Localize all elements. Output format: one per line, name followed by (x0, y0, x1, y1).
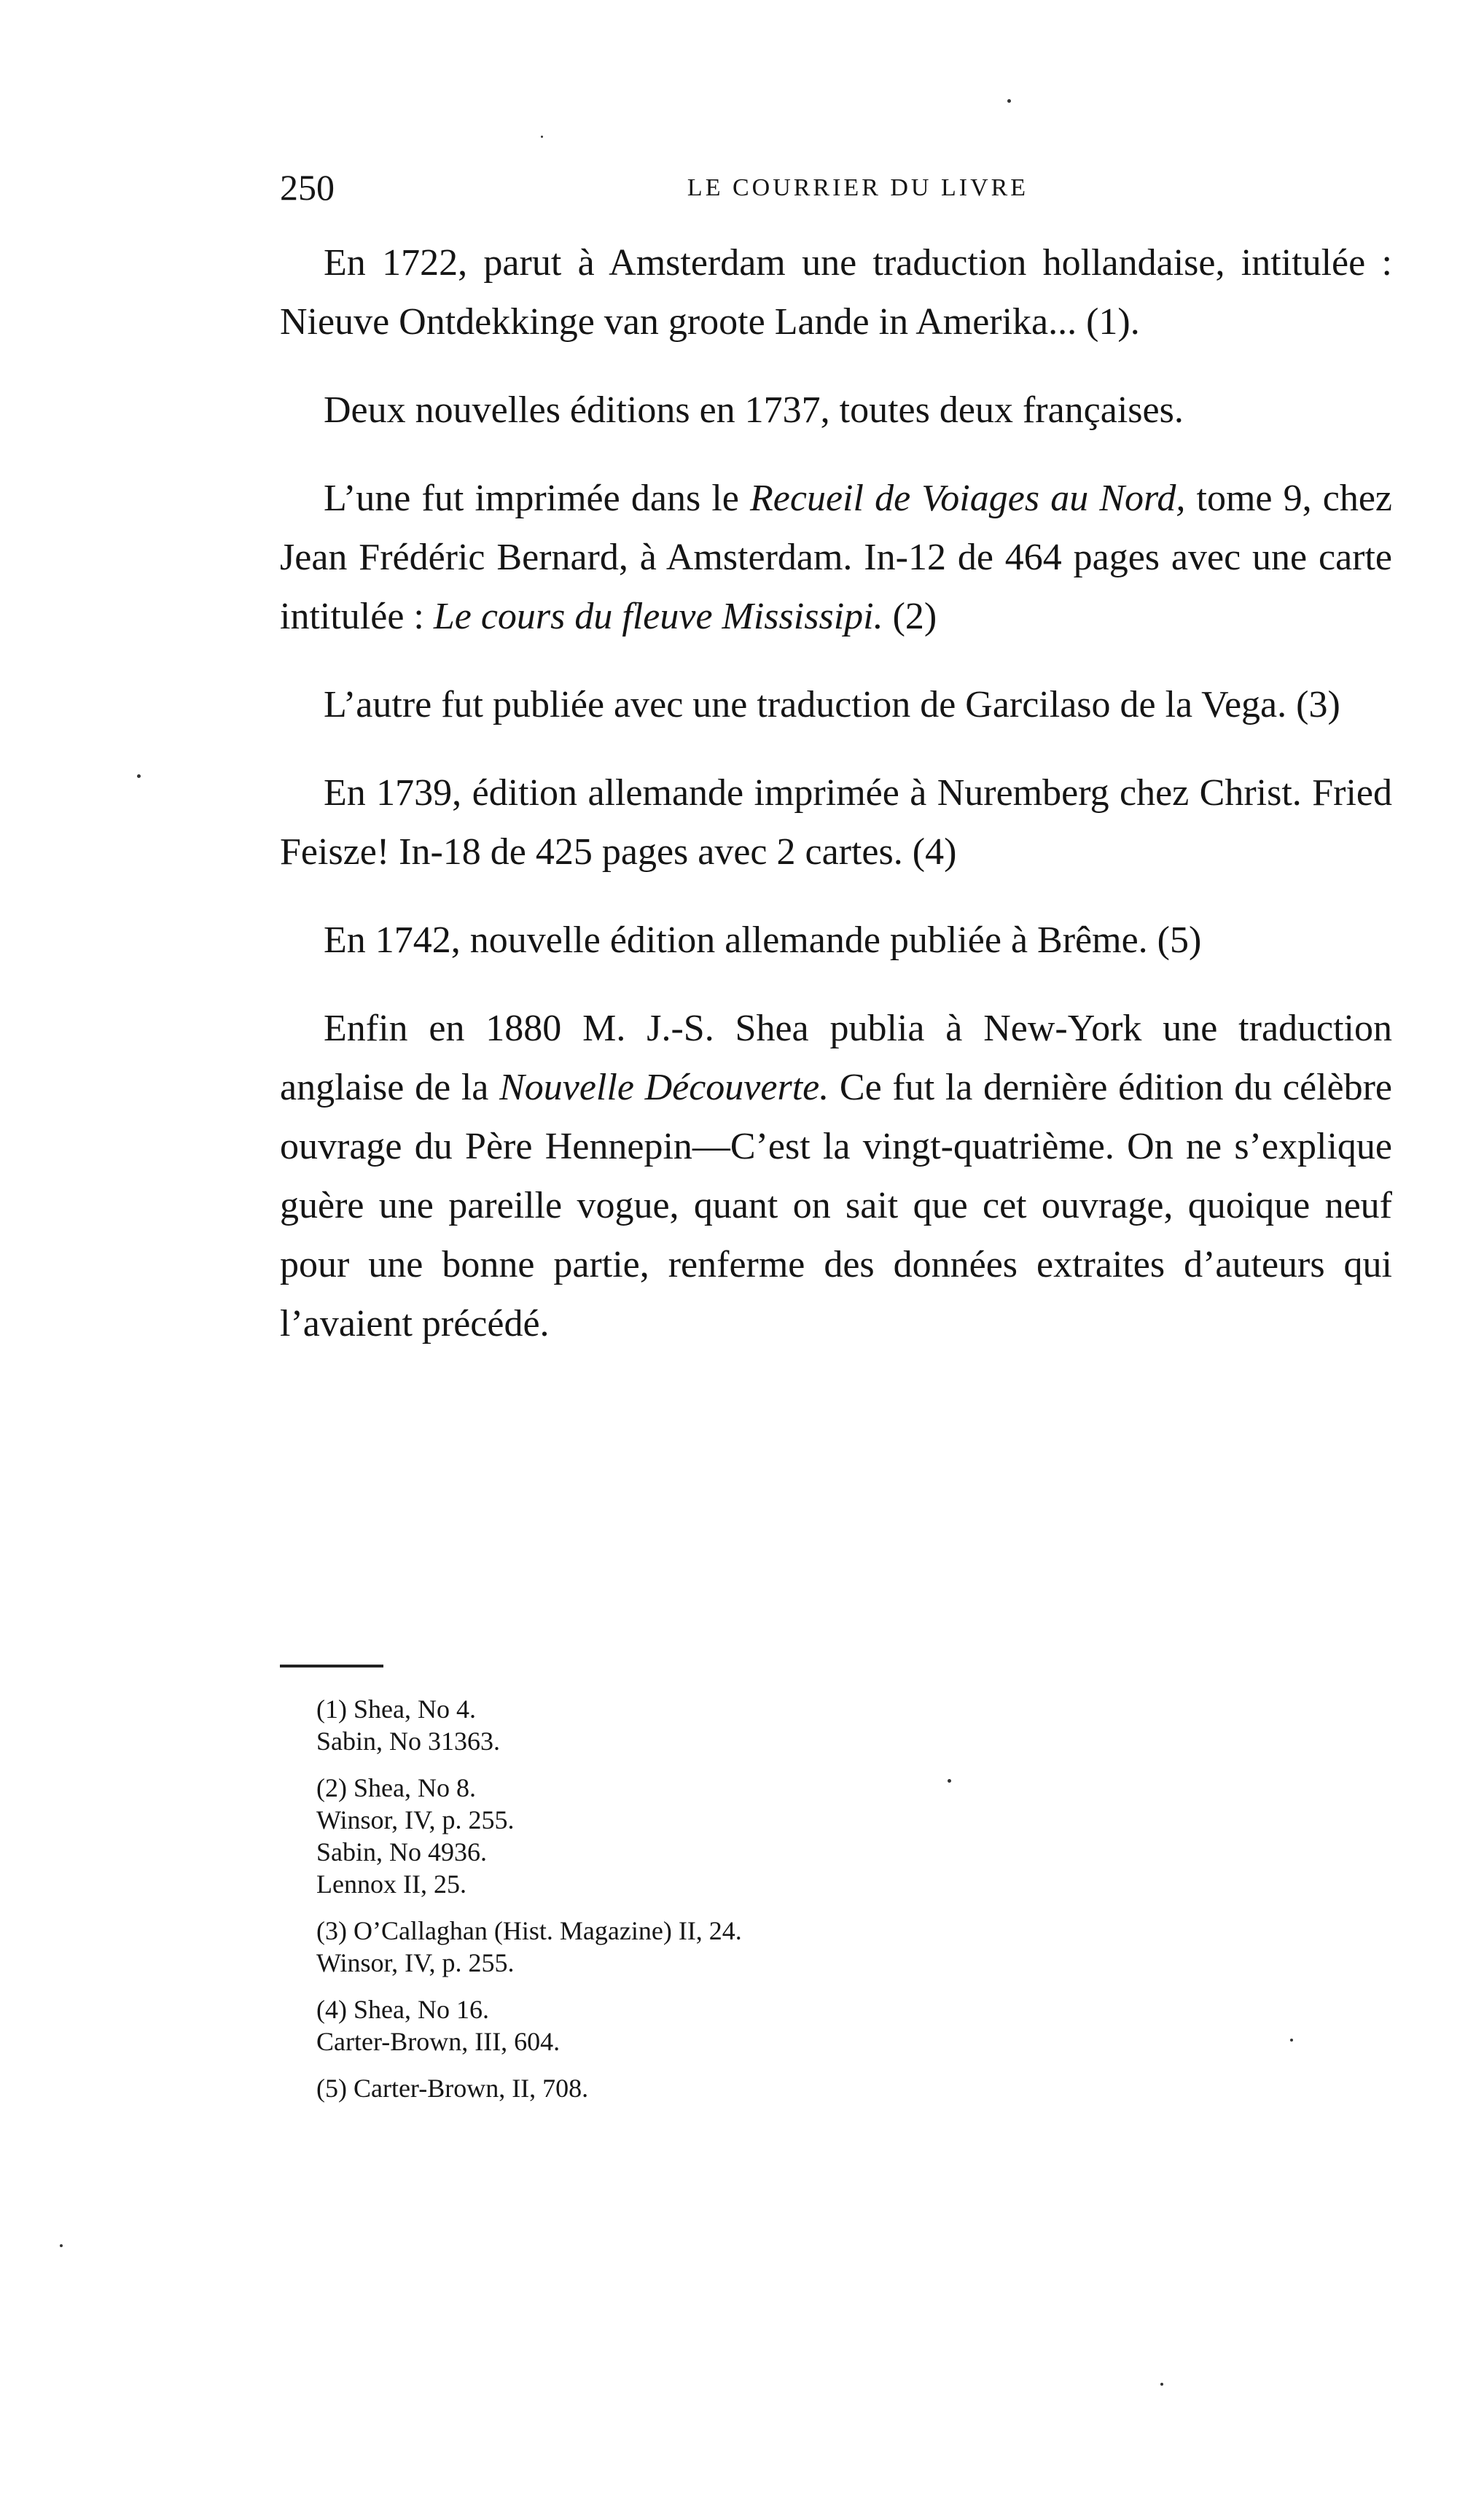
footnotes (316, 1693, 1191, 2119)
title-map: Le cours du fleuve Mississipi. (433, 596, 883, 637)
paragraph-shea-translation: Enfin en 1880 M. J.-S. Shea publia à New-York une traduction anglaise de la Nouvelle Découverte. Ce fut la dernière édition du célèbre ouvrage du Père Hennepin—C’est la vingt-quatrième. On ne s’explique guère une pareille vogue, quant on sait que cet ouvrage, quoique neuf pour une bonne partie, renferme des données extraites d’auteurs qui l’avaient précédé. (280, 1008, 1392, 1344)
page-number: 250 (280, 167, 335, 208)
footnote-3: (3) O’Callaghan (Hist. Magazine) II, 24. Winsor, IV, p. 255. (316, 1916, 742, 1977)
footnote-4: (4) Shea, No 16. Carter-Brown, III, 604. (316, 1995, 561, 2056)
print-speck (541, 136, 543, 138)
footnote-divider (280, 1665, 383, 1667)
print-speck (1007, 99, 1011, 103)
print-speck (1160, 2383, 1163, 2386)
print-speck (948, 1779, 951, 1783)
paragraph-dutch-translation: En 1722, parut à Amsterdam une traduction hollandaise, intitulée : Nieuve Ontdekkinge van groote Lande in Amerika... (1). (280, 242, 1392, 343)
title-recueil: Recueil de Voiages au Nord, (750, 478, 1186, 519)
footnote-1: (1) Shea, No 4. Sabin, No 31363. (316, 1694, 500, 1756)
print-speck (1290, 2039, 1293, 2042)
print-speck (137, 774, 141, 778)
paragraph-breme-edition: En 1742, nouvelle édition allemande publiée à Brême. (5) (324, 919, 1202, 961)
paragraph-garcilaso-edition: L’autre fut publiée avec une traduction de Garcilaso de la Vega. (3) (324, 684, 1340, 725)
footnote-5: (5) Carter-Brown, II, 708. (316, 2074, 589, 2103)
paragraph-recueil-edition: L’une fut imprimée dans le Recueil de Voiages au Nord, tome 9, chez Jean Frédéric Bernard, à Amsterdam. In-12 de 464 pages avec une carte intitulée : Le cours du fleuve Mississipi. (2) (280, 478, 1393, 637)
page-header (280, 162, 1392, 213)
paragraph-two-editions: Deux nouvelles éditions en 1737, toutes deux françaises. (324, 389, 1184, 431)
running-title: LE COURRIER DU LIVRE (687, 174, 1029, 201)
footnote-2: (2) Shea, No 8. Winsor, IV, p. 255. Sabin, No 4936. Lennox II, 25. (316, 1773, 515, 1899)
title-nouvelle-decouverte: Nouvelle Découverte. (499, 1067, 829, 1108)
page-body (280, 233, 1392, 1382)
paragraph-nuremberg-edition: En 1739, édition allemande imprimée à Nuremberg chez Christ. Fried Feisze! In-18 de 425 pages avec 2 cartes. (4) (280, 772, 1392, 873)
print-speck (60, 2244, 63, 2247)
